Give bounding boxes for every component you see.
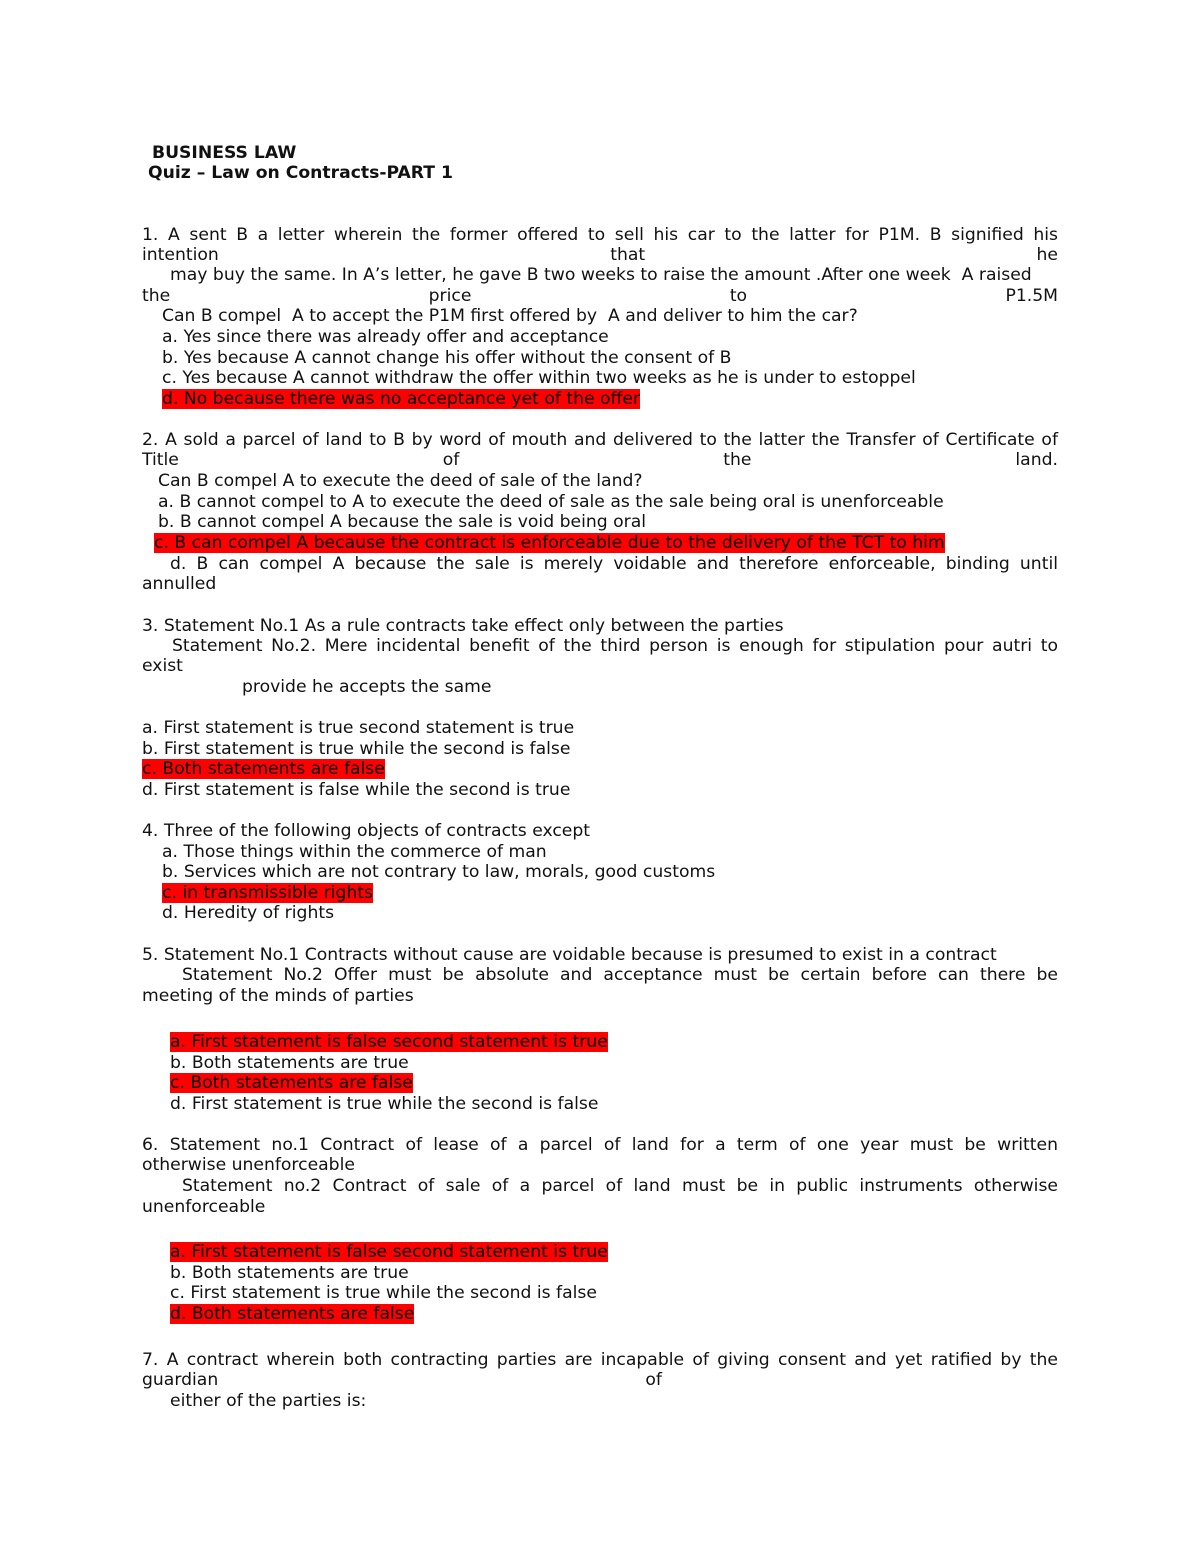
document-title: BUSINESS LAW — [152, 143, 297, 163]
q1-word-intention: intention — [142, 245, 219, 265]
q7-word-of: of — [645, 1370, 662, 1390]
q7-line-2 — [142, 1370, 662, 1390]
q5-line-1: 5. Statement No.1 Contracts without cause are voidable because is presumed to exist in a contract — [142, 945, 997, 965]
q1-line-3: may buy the same. In A’s letter, he gave B two weeks to raise the amount .After one week A raised — [170, 265, 1032, 285]
q2-option-a: a. B cannot compel to A to execute the deed of sale as the sale being oral is unenforceable — [158, 492, 944, 512]
q6-option-b: b. Both statements are true — [170, 1263, 409, 1283]
q3-option-d: d. First statement is false while the second is true — [142, 780, 571, 800]
q1-option-a: a. Yes since there was already offer and acceptance — [162, 327, 609, 347]
q3-line-2: Statement No.2. Mere incidental benefit of the third person is enough for stipulation pour autri to — [172, 636, 1058, 656]
q4-option-b: b. Services which are not contrary to law, morals, good customs — [162, 862, 716, 882]
q3-option-c-answer: c. Both statements are false — [142, 759, 385, 779]
q6-line-2: otherwise unenforceable — [142, 1155, 355, 1175]
q6-option-d-answer: d. Both statements are false — [170, 1304, 415, 1324]
q6-line-3: Statement no.2 Contract of sale of a parcel of land must be in public instruments otherwise — [182, 1176, 1058, 1196]
q1-word-p15m: P1.5M — [1005, 286, 1059, 306]
q6-line-4: unenforceable — [142, 1197, 266, 1217]
q5-line-2: Statement No.2 Offer must be absolute and acceptance must be certain before can there be — [182, 965, 1058, 985]
q2-line-2 — [142, 450, 1058, 470]
q2-word-of: of — [442, 450, 460, 470]
q5-option-d: d. First statement is true while the second is false — [170, 1094, 599, 1114]
q2-word-the: the — [723, 450, 752, 470]
q2-option-c-answer: c. B can compel A because the contract is enforceable due to the delivery of the TCT to him — [154, 533, 945, 553]
q7-line-1: 7. A contract wherein both contracting parties are incapable of giving consent and yet ratified by the — [142, 1350, 1058, 1370]
q1-word-that: that — [610, 245, 646, 265]
q2-option-d: d. B can compel A because the sale is merely voidable and therefore enforceable, binding until — [170, 554, 1058, 574]
q2-word-title: Title — [142, 450, 179, 470]
q4-option-a: a. Those things within the commerce of man — [162, 842, 547, 862]
q4-option-c-answer: c. in transmissible rights — [162, 883, 373, 903]
q2-line-1: 2. A sold a parcel of land to B by word of mouth and delivered to the latter the Transfer of Certificate of — [142, 430, 1058, 450]
q1-option-c: c. Yes because A cannot withdraw the offer within two weeks as he is under to estoppel — [162, 368, 916, 388]
q1-line-2 — [142, 245, 1058, 265]
q3-line-1: 3. Statement No.1 As a rule contracts take effect only between the parties — [142, 616, 784, 636]
q6-option-a-answer: a. First statement is false second statement is true — [170, 1242, 608, 1262]
q1-word-he: he — [1036, 245, 1058, 265]
q1-line-5: Can B compel A to accept the P1M first offered by A and deliver to him the car? — [162, 306, 858, 326]
q4-option-d: d. Heredity of rights — [162, 903, 335, 923]
q7-word-guardian: guardian — [142, 1370, 219, 1390]
q3-option-a: a. First statement is true second statement is true — [142, 718, 575, 738]
q6-line-1: 6. Statement no.1 Contract of lease of a parcel of land for a term of one year must be written — [142, 1135, 1058, 1155]
q3-option-b: b. First statement is true while the second is false — [142, 739, 571, 759]
q4-line-1: 4. Three of the following objects of contracts except — [142, 821, 591, 841]
q1-line-4 — [142, 286, 1058, 306]
q2-word-land: land. — [1015, 450, 1058, 470]
document-subtitle: Quiz – Law on Contracts-PART 1 — [148, 163, 453, 183]
q1-word-to: to — [729, 286, 748, 306]
q5-option-c-answer: c. Both statements are false — [170, 1073, 413, 1093]
q2-option-b: b. B cannot compel A because the sale is void being oral — [158, 512, 646, 532]
q5-option-a-answer: a. First statement is false second statement is true — [170, 1032, 608, 1052]
q5-line-3: meeting of the minds of parties — [142, 986, 414, 1006]
q3-line-3: exist — [142, 656, 183, 676]
q1-line-1: 1. A sent B a letter wherein the former offered to sell his car to the latter for P1M. B signified his — [142, 225, 1058, 245]
q1-option-d-answer: d. No because there was no acceptance yet of the offer — [162, 389, 641, 409]
q1-option-b: b. Yes because A cannot change his offer without the consent of B — [162, 348, 732, 368]
q3-line-4: provide he accepts the same — [242, 677, 492, 697]
q2-line-3: Can B compel A to execute the deed of sale of the land? — [158, 471, 643, 491]
q1-word-the: the — [142, 286, 171, 306]
q7-line-3: either of the parties is: — [170, 1391, 367, 1411]
q6-option-c: c. First statement is true while the second is false — [170, 1283, 597, 1303]
q2-option-d-cont: annulled — [142, 574, 217, 594]
q5-option-b: b. Both statements are true — [170, 1053, 409, 1073]
q1-word-price: price — [428, 286, 472, 306]
